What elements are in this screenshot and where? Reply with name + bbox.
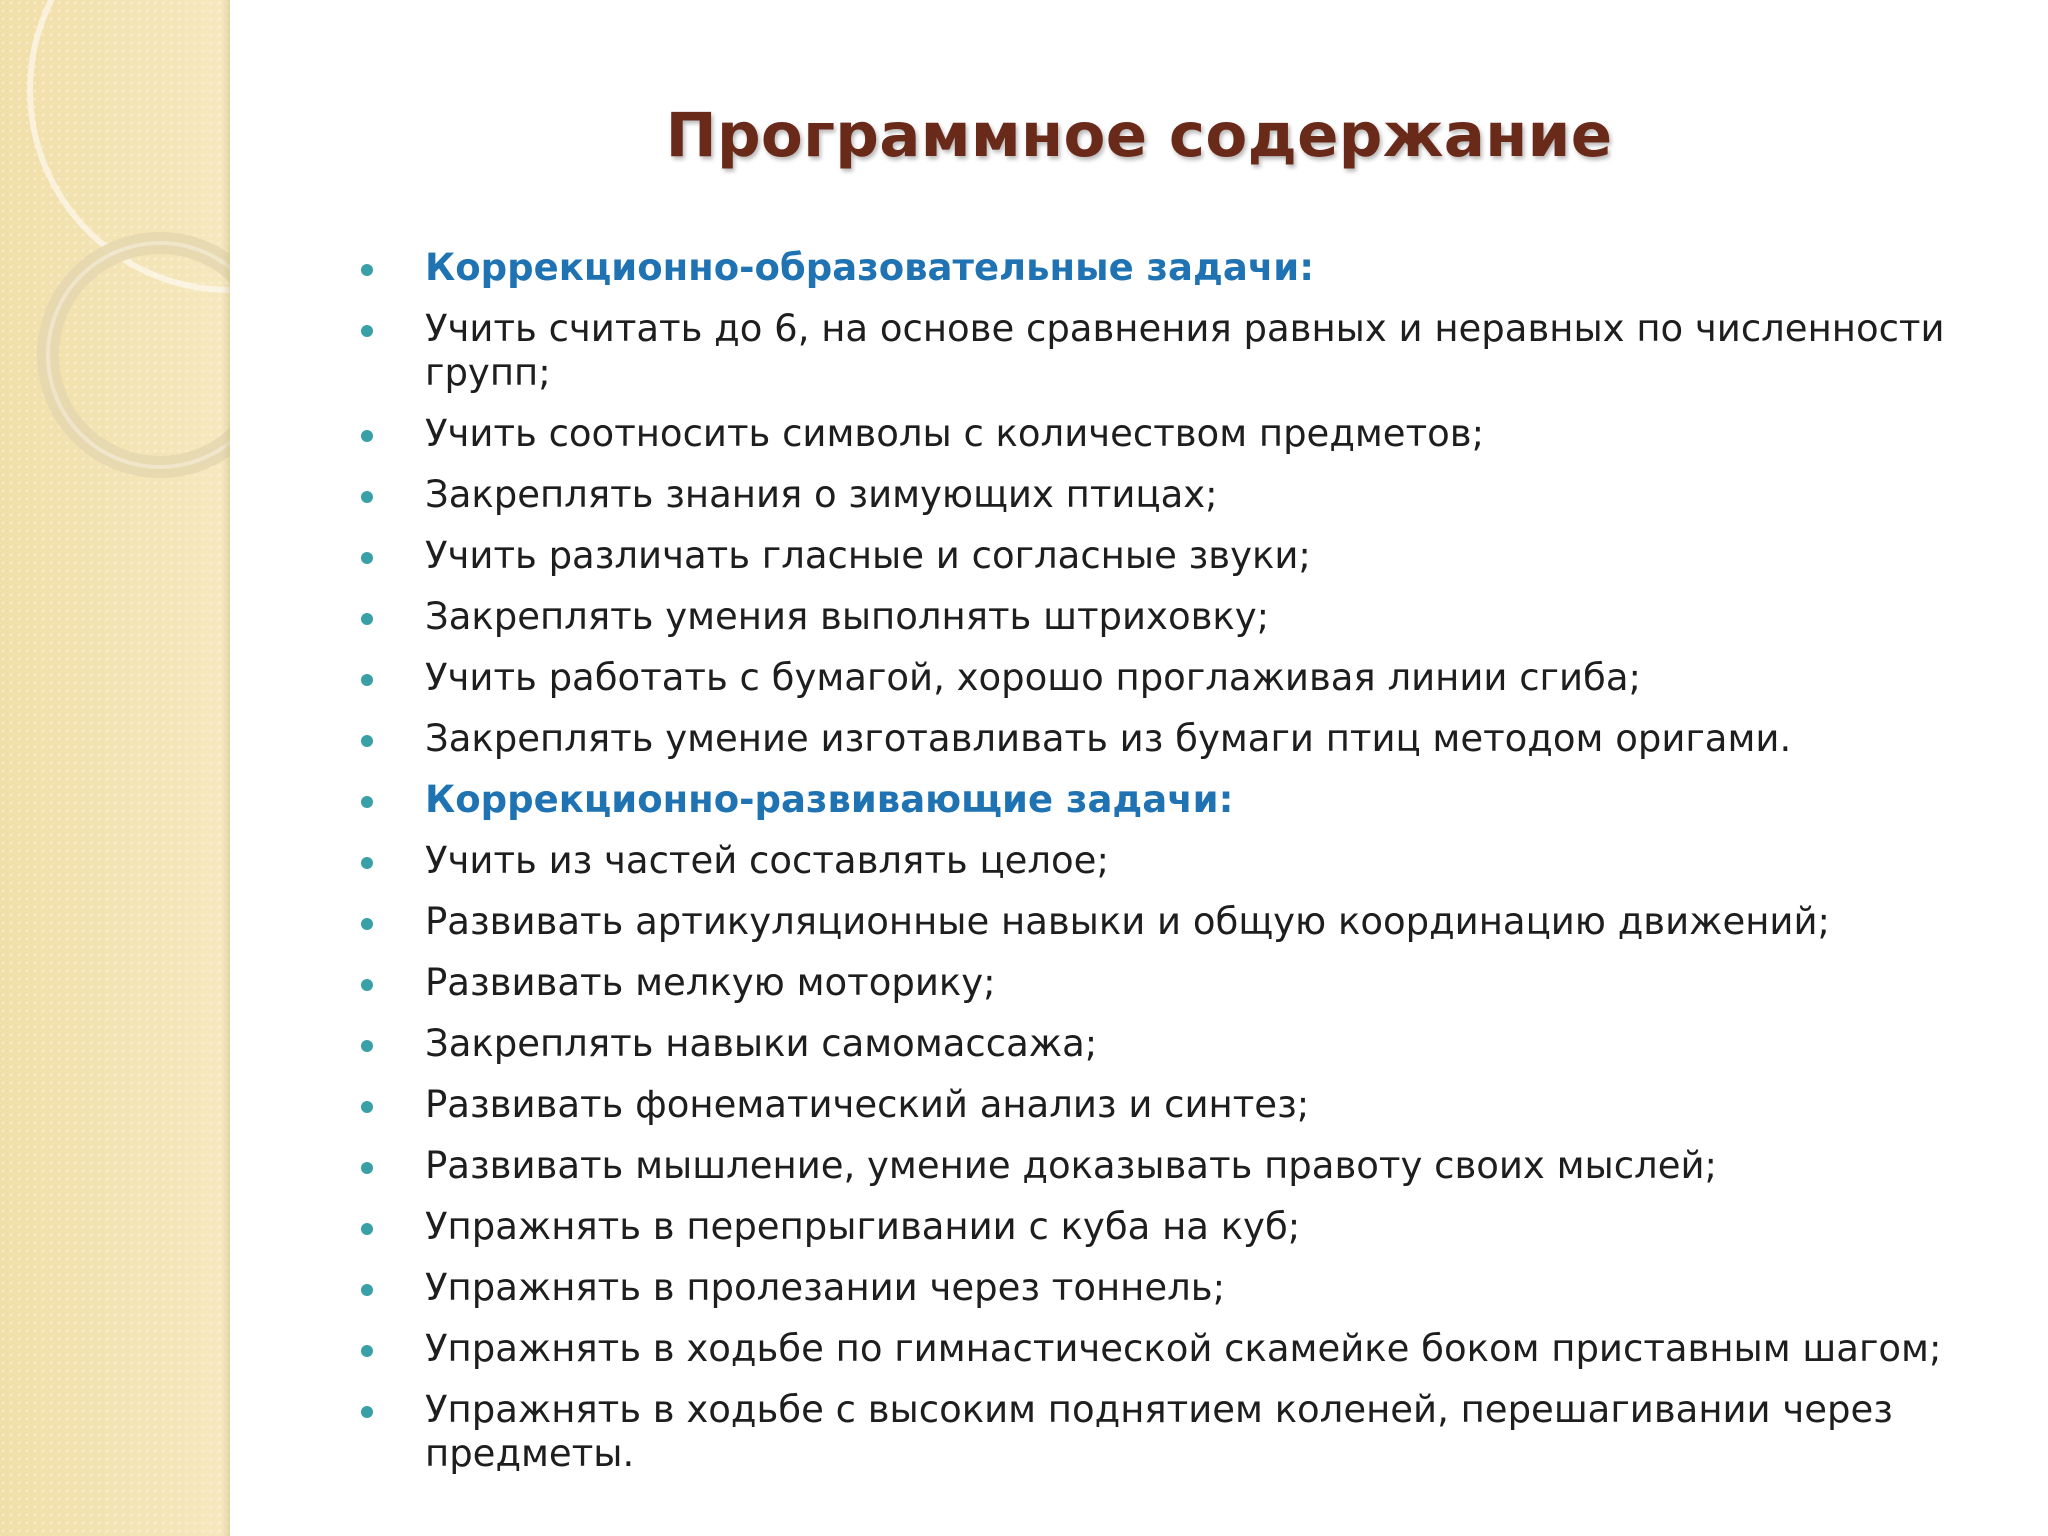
side-panel-edge [222,0,230,1536]
list-item-text: Закреплять знания о зимующих птицах; [425,473,1218,516]
list-item [355,1083,1955,1127]
bullet-icon [361,796,373,808]
bullet-icon [361,325,373,337]
bullet-icon [361,613,373,625]
list-item [355,1205,1955,1249]
thick-ring [48,243,230,467]
section-heading-text: Коррекционно-образовательные задачи: [425,246,1314,289]
list-item [355,1144,1955,1188]
bullet-icon [361,735,373,747]
slide-title: Программное содержание [665,100,1613,171]
bullet-icon [361,1040,373,1052]
bullet-icon [361,1345,373,1357]
list-item-text: Закреплять умение изготавливать из бумаги птиц методом оригами. [425,717,1792,760]
decorative-side-panel [0,0,230,1536]
bullet-icon [361,1223,373,1235]
list-item-text: Учить соотносить символы с количеством предметов; [425,412,1485,455]
section-heading-item [355,778,1955,822]
list-item [355,1266,1955,1310]
list-item [355,961,1955,1005]
list-item-text: Упражнять в ходьбе с высоким поднятием коленей, перешагивании через предметы. [425,1388,1893,1475]
list-item-text: Учить различать гласные и согласные звуки; [425,534,1311,577]
list-item-text: Упражнять в пролезании через тоннель; [425,1266,1226,1309]
bullet-icon [361,979,373,991]
list-item [355,900,1955,944]
bullet-icon [361,1284,373,1296]
list-item-text: Закреплять умения выполнять штриховку; [425,595,1270,638]
bullet-icon [361,1101,373,1113]
bullet-icon [361,264,373,276]
list-item [355,656,1955,700]
list-item [355,717,1955,761]
list-item [355,1388,1955,1476]
list-item-text: Упражнять в ходьбе по гимнастической скамейке боком приставным шагом; [425,1327,1942,1370]
list-item-text: Развивать мышление, умение доказывать правоту своих мыслей; [425,1144,1717,1187]
list-item-text: Закреплять навыки самомассажа; [425,1022,1098,1065]
list-item-text: Развивать фонематический анализ и синтез; [425,1083,1310,1126]
list-item [355,307,1955,395]
list-item [355,473,1955,517]
bullet-icon [361,918,373,930]
task-list [355,246,1955,1493]
list-item [355,1327,1955,1371]
section-heading-text: Коррекционно-развивающие задачи: [425,778,1234,821]
bullet-icon [361,552,373,564]
list-item [355,412,1955,456]
list-item-text: Развивать артикуляционные навыки и общую координацию движений; [425,900,1830,943]
list-item-text: Учить из частей составлять целое; [425,839,1109,882]
section-heading-item [355,246,1955,290]
bullet-icon [361,491,373,503]
bullet-icon [361,430,373,442]
bullet-icon [361,1162,373,1174]
list-item [355,839,1955,883]
bullet-icon [361,857,373,869]
list-item-text: Учить работать с бумагой, хорошо проглаживая линии сгиба; [425,656,1641,699]
list-item-text: Упражнять в перепрыгивании с куба на куб; [425,1205,1301,1248]
list-item [355,595,1955,639]
bullet-icon [361,674,373,686]
decorative-rings [0,0,230,1536]
list-item [355,534,1955,578]
bullet-icon [361,1406,373,1418]
list-item-text: Развивать мелкую моторику; [425,961,996,1004]
list-item [355,1022,1955,1066]
list-item-text: Учить считать до 6, на основе сравнения равных и неравных по численности групп; [425,307,1945,394]
